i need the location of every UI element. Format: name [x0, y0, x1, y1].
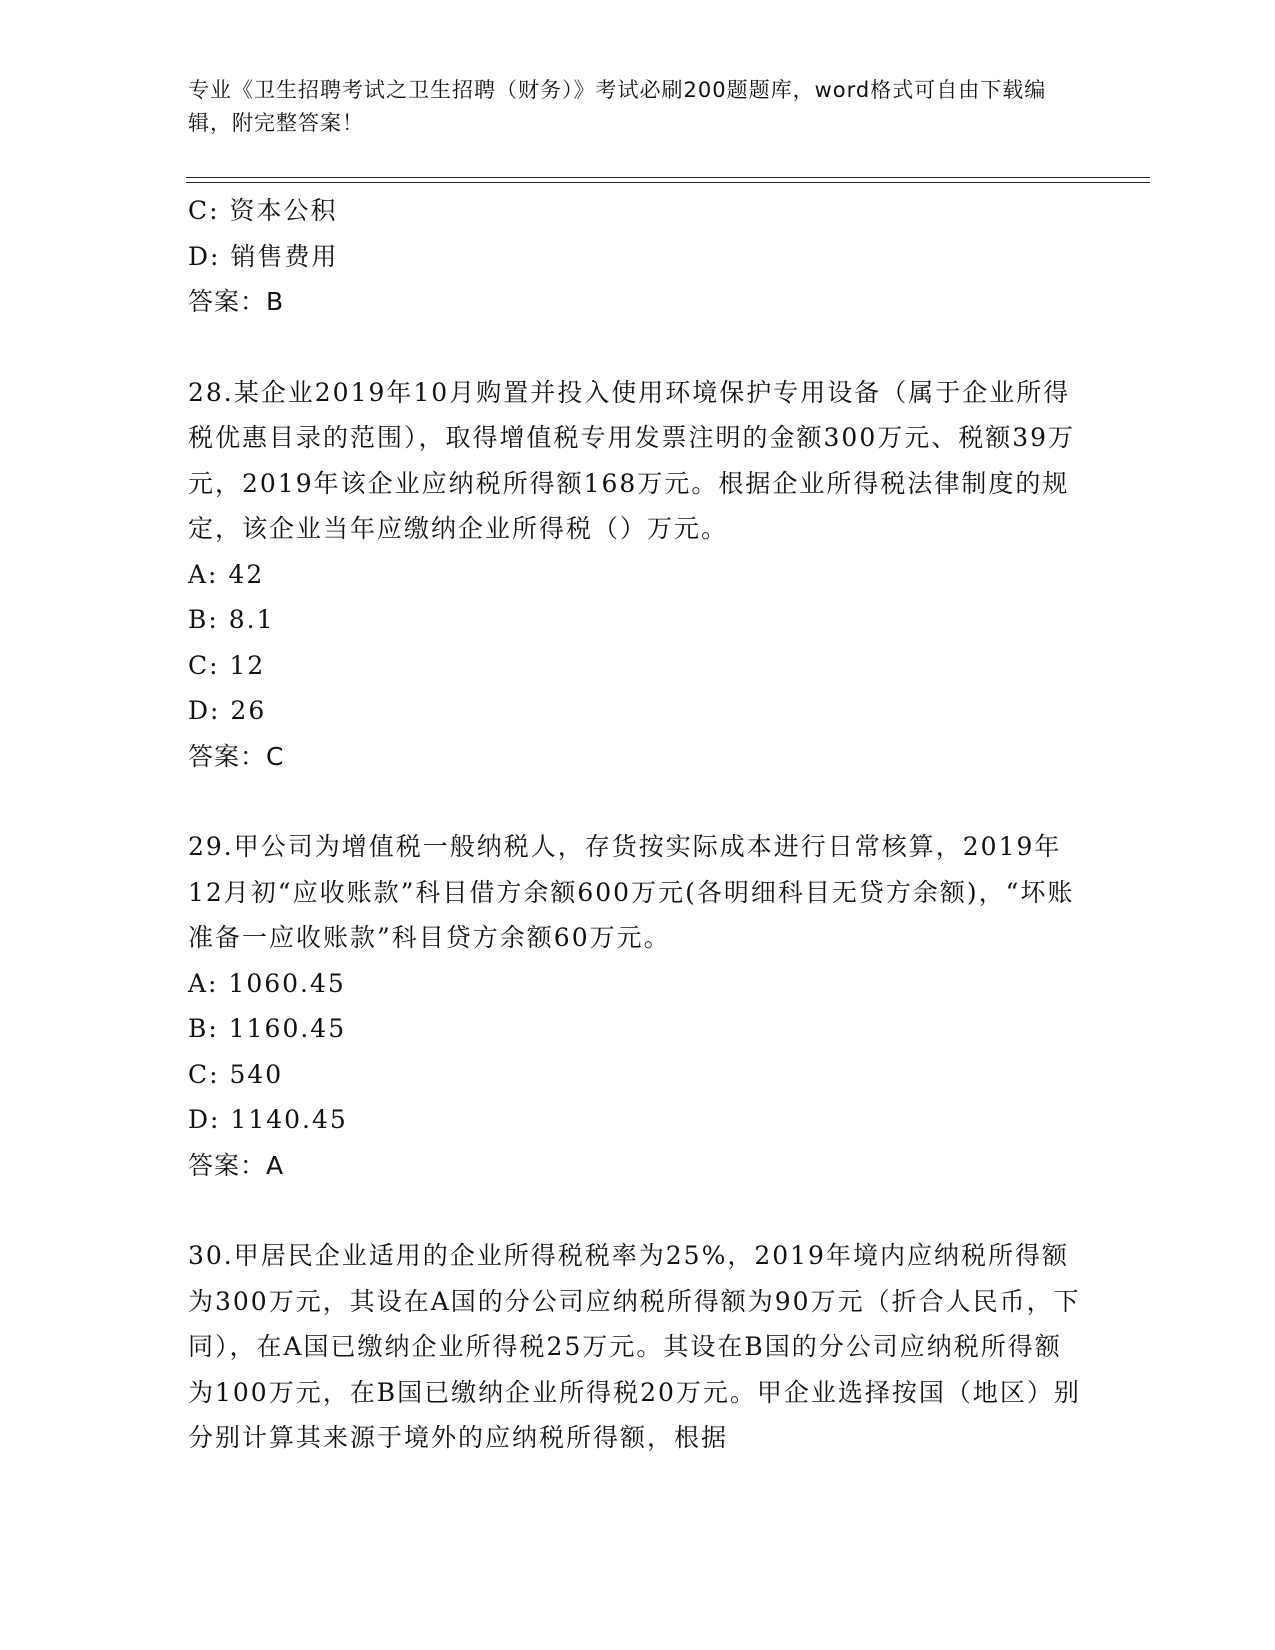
q27-answer: 答案：B	[188, 287, 285, 316]
q28-option-d: D: 26	[188, 696, 267, 725]
q29-option-a: A: 1060.45	[188, 968, 346, 998]
q27-option-c: C: 资本公积	[188, 196, 338, 225]
q29-option-c: C: 540	[188, 1059, 284, 1089]
q29-answer: 答案：A	[188, 1150, 285, 1180]
q28-option-b: B: 8.1	[188, 605, 275, 634]
q28-option-c: C: 12	[188, 650, 266, 680]
q30-stem: 30.甲居民企业适用的企业所得税税率为25%，2019年境内应纳税所得额为300万元，其设在A国的分公司应纳税所得额为90万元（折合人民币，下同），在A国已缴纳企业所得税25万元。其设在B国的分公司应纳税所得额为100万元，在B国已缴纳企业所得税20万元。甲企业选择按国（地区）别分别计算其来源于境外的应纳税所得额，根据	[188, 1241, 1081, 1452]
question-content	[188, 188, 1088, 1461]
q28-answer: 答案：C	[188, 741, 285, 771]
q27-option-d: D: 销售费用	[188, 241, 339, 271]
q29-option-d: D: 1140.45	[188, 1105, 348, 1134]
header-rule-top	[186, 177, 1150, 178]
q29-stem: 29.甲公司为增值税一般纳税人，存货按实际成本进行日常核算，2019年12月初“应收账款”科目借方余额600万元(各明细科目无贷方余额)，“坏账准备一应收账款”科目贷方余额60万元。	[188, 832, 1075, 952]
q29-option-b: B: 1160.45	[188, 1014, 347, 1043]
q28-stem: 28.某企业2019年10月购置并投入使用环境保护专用设备（属于企业所得税优惠目录的范围），取得增值税专用发票注明的金额300万元、税额39万元，2019年该企业应纳税所得额168万元。根据企业所得税法律制度的规定，该企业当年应缴纳企业所得税（）万元。	[188, 377, 1076, 543]
document-header: 专业《卫生招聘考试之卫生招聘（财务）》考试必刷200题题库，word格式可自由下载编辑，附完整答案！	[188, 78, 1047, 135]
header-rule-bottom	[186, 182, 1150, 183]
q28-option-a: A: 42	[188, 559, 265, 589]
